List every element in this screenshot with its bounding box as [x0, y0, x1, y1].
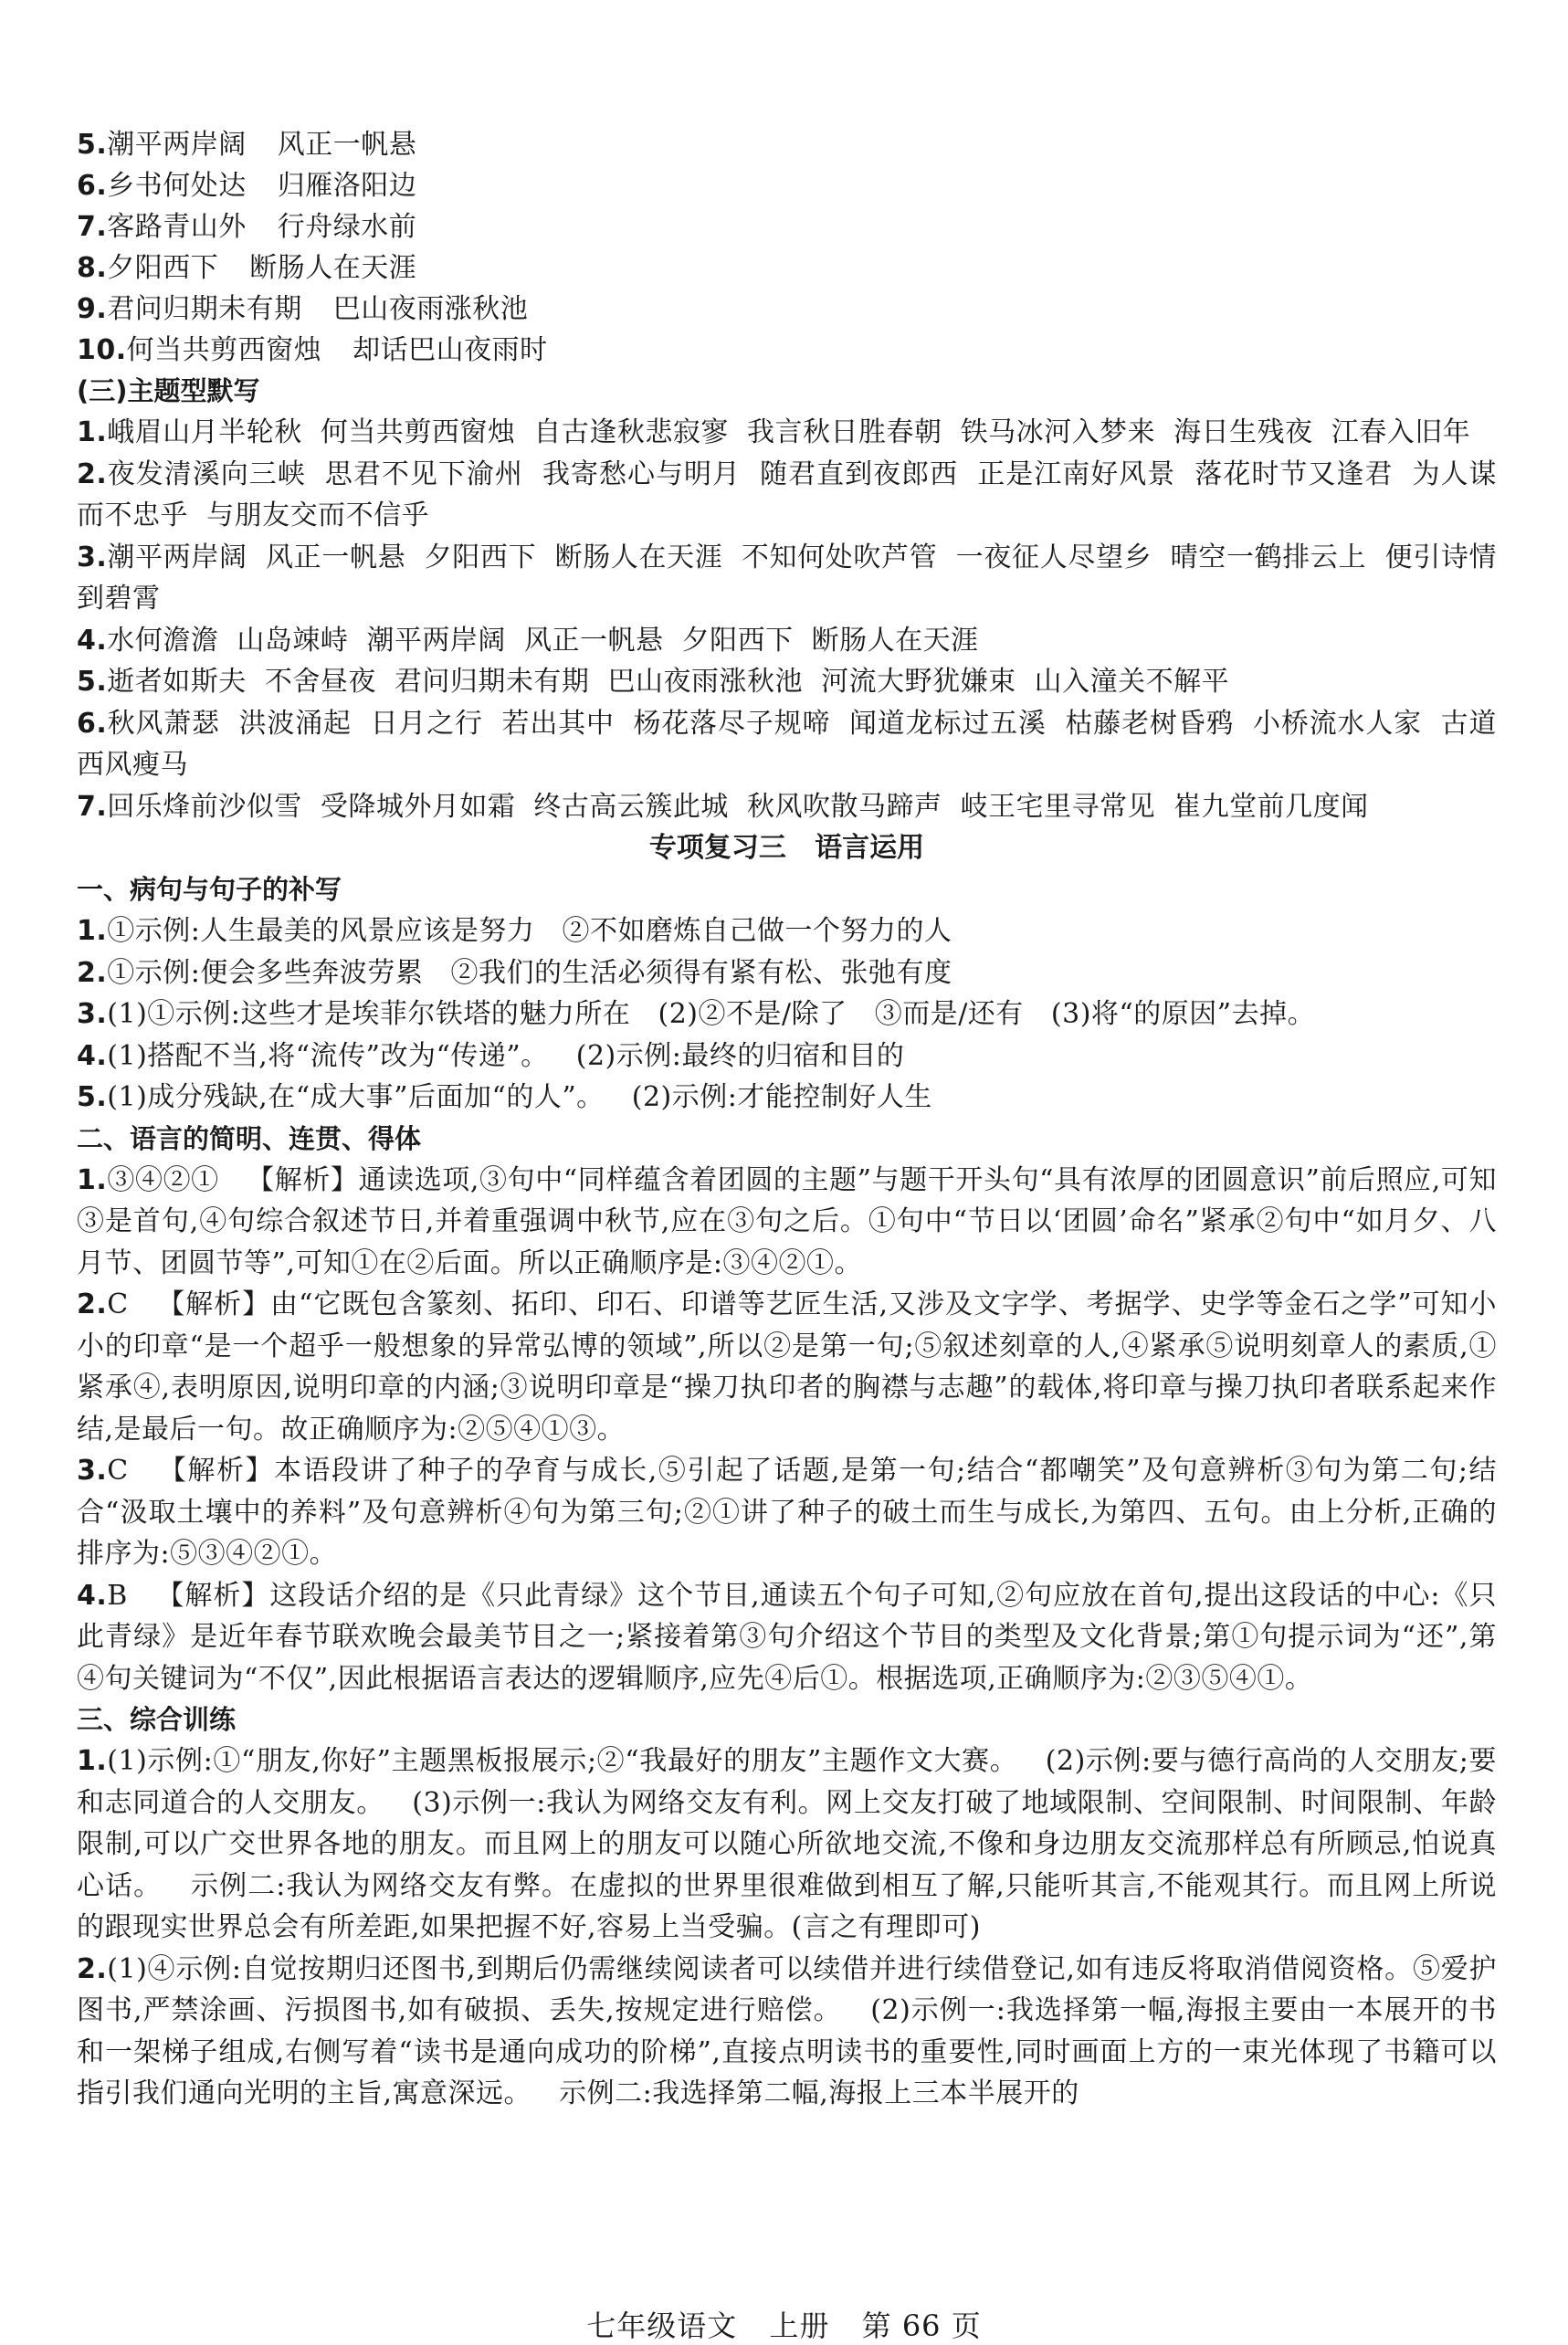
- answer-paragraph: 4.(1)搭配不当,将“流传”改为“传递”。 (2)示例:最终的归宿和目的: [77, 1039, 905, 1072]
- page-footer: [0, 2303, 1568, 2345]
- answer-paragraph: 5.(1)成分残缺,在“成大事”后面加“的人”。 (2)示例:才能控制好人生: [77, 1081, 932, 1113]
- footer-volume: 上册: [769, 2308, 830, 2343]
- theme-answers: [77, 412, 1497, 827]
- answer-paragraph: 4.水何澹澹 山岛竦峙 潮平两岸阔 风正一帆悬 夕阳西下 断肠人在天涯: [77, 624, 979, 657]
- answer-paragraph: 3.C 【解析】本语段讲了种子的孕育与成长,⑤引起了话题,是第一句;结合“都嘲笑”及句意辨析③句为第二句;结合“汲取土壤中的养料”及句意辨析④句为第三句;②①讲了种子的破土而生与成长,为第四、五句。由上分析,正确的排序为:⑤③④②①。: [77, 1455, 1497, 1570]
- page-content: [77, 124, 1497, 2115]
- answer-paragraph: 4.B 【解析】这段话介绍的是《只此青绿》这个节目,通读五个句子可知,②句应放在首句,提出这段话的中心:《只此青绿》是近年春节联欢晚会最美节目之一;紧接着第③句介绍这个节目的类型及文化背景;第①句提示词为“还”,第④句关键词为“不仅”,因此根据语言表达的逻辑顺序,应先④后①。根据选项,正确顺序为:②③⑤④①。: [77, 1579, 1497, 1695]
- answer-paragraph: 1.峨眉山月半轮秋 何当共剪西窗烛 自古逢秋悲寂寥 我言秋日胜春朝 铁马冰河入梦来 海日生残夜 江春入旧年: [77, 416, 1471, 448]
- answer-paragraph: 6.秋风萧瑟 洪波涌起 日月之行 若出其中 杨花落尽子规啼 闻道龙标过五溪 枯藤老树昏鸦 小桥流水人家 古道西风瘦马: [77, 707, 1497, 781]
- section-three-answers: [77, 1740, 1497, 2115]
- answer-paragraph: 3.(1)①示例:这些才是埃菲尔铁塔的魅力所在 (2)②不是/除了 ③而是/还有 (3)将“的原因”去掉。: [77, 998, 1316, 1030]
- answer-paragraph: 1.③④②① 【解析】通读选项,③句中“同样蕴含着团圆的主题”与题干开头句“具有浓厚的团圆意识”前后照应,可知③是首句,④句综合叙述节日,并着重强调中秋节,应在③句之后。①句中“节日以‘团圆’命名”紧承②句中“如月夕、八月节、团圆节等”,可知①在②后面。所以正确顺序是:③④②①。: [77, 1163, 1497, 1279]
- page-number: 第 66 页: [861, 2308, 982, 2343]
- section-one-answers: [77, 910, 1497, 1119]
- answer-paragraph: 1.(1)示例:①“朋友,你好”主题黑板报展示;②“我最好的朋友”主题作文大赛。 (2)示例:要与德行高尚的人交朋友;要和志同道合的人交朋友。 (3)示例一:我认为网络交友有利。网上交友打破了地域限制、空间限制、时间限制、年龄限制,可以广交世界各地的朋友。而且网上的朋友可以随心所欲地交流,不像和身边朋友交流那样总有所顾忌,怕说真心话。 示例二:我认为网络交友有弊。在虚拟的世界里很难做到相互了解,只能听其言,不能观其行。而且网上所说的跟现实世界总会有所差距,如果把握不好,容易上当受骗。(言之有理即可): [77, 1745, 1497, 1943]
- answer-paragraph: 5.逝者如斯夫 不舍昼夜 君问归期未有期 巴山夜雨涨秋池 河流大野犹嫌束 山入潼关不解平: [77, 666, 1230, 698]
- answer-line: 5.潮平两岸阔 风正一帆悬: [77, 129, 417, 161]
- footer-grade: 七年级语文: [586, 2308, 738, 2343]
- answer-paragraph: 7.回乐烽前沙似雪 受降城外月如霜 终古高云簇此城 秋风吹散马蹄声 岐王宅里寻常见 崔九堂前几度闻: [77, 790, 1369, 823]
- answer-line: 7.客路青山外 行舟绿水前: [77, 211, 417, 243]
- section-heading: 一、病句与句子的补写: [77, 874, 342, 905]
- section-heading: 二、语言的简明、连贯、得体: [77, 1122, 422, 1154]
- section-heading: (三)主题型默写: [77, 375, 260, 406]
- answer-paragraph: 1.①示例:人生最美的风景应该是努力 ②不如磨炼自己做一个努力的人: [77, 915, 952, 947]
- answer-paragraph: 2.①示例:便会多些奔波劳累 ②我们的生活必须得有紧有松、张弛有度: [77, 956, 952, 989]
- answer-line: 6.乡书何处达 归雁洛阳边: [77, 170, 417, 202]
- chapter-title: 专项复习三 语言运用: [648, 832, 925, 864]
- section-two-answers: [77, 1160, 1497, 1700]
- couplet-answers: [77, 124, 1497, 371]
- answer-line: 8.夕阳西下 断肠人在天涯: [77, 252, 417, 284]
- answer-paragraph: 2.(1)④示例:自觉按期归还图书,到期后仍需继续阅读者可以续借并进行续借登记,如有违反将取消借阅资格。⑤爱护图书,严禁涂画、污损图书,如有破损、丢失,按规定进行赔偿。 (2)示例一:我选择第一幅,海报主要由一本展开的书和一架梯子组成,右侧写着“读书是通向成功的阶梯”,直接点明读书的重要性,同时画面上方的一束光体现了书籍可以指引我们通向光明的主旨,寓意深远。 示例二:我选择第二幅,海报上三本半展开的: [77, 1952, 1497, 2109]
- answer-paragraph: 2.夜发清溪向三峡 思君不见下渝州 我寄愁心与明月 随君直到夜郎西 正是江南好风景 落花时节又逢君 为人谋而不忠乎 与朋友交而不信乎: [77, 457, 1497, 531]
- answer-line: 10.何当共剪西窗烛 却话巴山夜雨时: [77, 334, 548, 366]
- section-heading: 三、综合训练: [77, 1704, 237, 1735]
- answer-paragraph: 3.潮平两岸阔 风正一帆悬 夕阳西下 断肠人在天涯 不知何处吹芦管 一夜征人尽望乡 晴空一鹤排云上 便引诗情到碧霄: [77, 541, 1497, 615]
- answer-line: 9.君问归期未有期 巴山夜雨涨秋池: [77, 293, 529, 325]
- answer-paragraph: 2.C 【解析】由“它既包含篆刻、拓印、印石、印谱等艺匠生活,又涉及文字学、考据学、史学等金石之学”可知小小的印章“是一个超乎一般想象的异常弘博的领域”,所以②是第一句;⑤叙述刻章的人,④紧承⑤说明刻章人的素质,①紧承④,表明原因,说明印章的内涵;③说明印章是“操刀执印者的胸襟与志趣”的载体,将印章与操刀执印者联系起来作结,是最后一句。故正确顺序为:②⑤④①③。: [77, 1288, 1497, 1446]
